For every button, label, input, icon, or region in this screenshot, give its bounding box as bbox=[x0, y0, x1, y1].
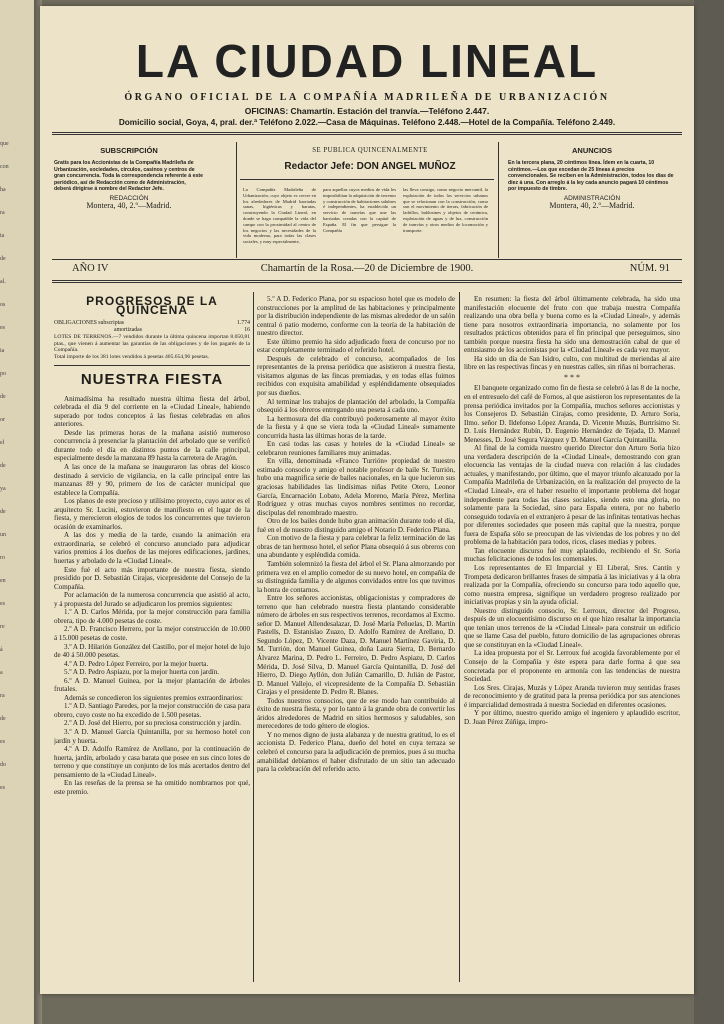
header-rule bbox=[52, 134, 682, 135]
paragraph: En casi todas las casas y hoteles de la «Ciudad Lineal» se celebraron reuniones familiares muy animadas. bbox=[257, 440, 455, 457]
redaction-label: REDACCIÓN bbox=[109, 195, 149, 203]
paragraph: En las reseñas de la prensa se ha omitido nombrarnos por qué, este premio. bbox=[54, 779, 250, 796]
prev-page-fragment: el bbox=[0, 440, 5, 446]
prev-page-fragment: al. bbox=[0, 279, 6, 285]
paragraph: El banquete organizado como fin de fiesta se celebró á las 8 de la noche, en el entresuelo del café de Fornos, al que asistieron los representantes de la prensa periódica invitados por la Compañía, muchos señores accionistas y los Consejeros D. Sebastián Cirajas, como presidente, D. Arturo Soria, Ilmo. señor D. Ildefonso López Aranda, D. Vicente Muzás, Burtrísimo Sr. D. Luis Hernández Rubín, D. Eugenio Hernández de Tejada, D. Manuel Menesses, D. José Segura Vázquez y D. Manuel García Quintanilla. bbox=[464, 384, 680, 444]
paragraph: Animadísima ha resultado nuestra última fiesta del árbol, celebrada el día 9 del corriente en la «Ciudad Lineal», habiendo superado por todos conceptos á las fiestas celebradas en años anteriores. bbox=[54, 394, 250, 429]
ledger-value: 16 bbox=[244, 327, 250, 334]
ledger-value: 1.774 bbox=[236, 320, 250, 327]
ledger-row bbox=[54, 327, 250, 334]
issue-number: NÚM. 91 bbox=[629, 263, 670, 274]
box-divider bbox=[498, 142, 499, 258]
paragraph: Ha sido un día de San Isidro, culto, con multitud de meriendas al aire libre en las respectivas fincas y en nuestras calles, sin riñas ni borracheras. bbox=[464, 354, 680, 372]
paragraph: 4.º A D. Adolfo Ramírez de Arellano, por la continuación de huerta, jardín, arbolado y casa barata que posee en sus cinco lotes de terreno y que constituye un conjunto de los más acertados dentro del pensamiento de la «Ciudad Lineal». bbox=[54, 745, 250, 779]
prev-page-fragment: ia bbox=[0, 348, 5, 354]
paragraph: 3.º A D. Hilarión González del Castillo, por el mejor hotel de lujo de 40 á 50.000 pesetas. bbox=[54, 642, 250, 660]
paragraph: A las dos y media de la tarde, cuando la animación era extraordinaria, se celebró el concurso anunciado para adjudicar varios premios á los dueños de las mejores edificaciones, jardines, huertas y arbolado de la «Ciudad Lineal». bbox=[54, 531, 250, 566]
date-text: Chamartín de la Rosa.—20 de Diciembre de 1900. bbox=[260, 263, 474, 274]
prev-page-fragment: de bbox=[0, 463, 6, 469]
paragraph: Los Sres. Cirajas, Muzás y López Aranda tuvieron muy sentidas frases de reconocimiento y de gratitud para la prensa periódica por sus atenciones é imparcialidad demostrada á nuestra Sociedad en diferentes ocasiones. bbox=[464, 683, 680, 709]
dateline-rule bbox=[52, 282, 682, 283]
ledger-row bbox=[54, 320, 250, 327]
paragraph: La idea propuesta por el Sr. Lerroux fué acogida favorablemente por el Consejo de la Compañía y éste espera para darle forma á que sea concretada por el proponente en armonía con las tendencias de nuestra Sociedad. bbox=[464, 649, 680, 684]
ads-box bbox=[508, 148, 676, 209]
column-2 bbox=[257, 295, 455, 985]
paragraph: Este fué el acto más importante de nuestra fiesta, siendo presidido por D. Sebastián Cirajas, vicepresidente del Consejo de la Compañía. bbox=[54, 565, 250, 591]
paragraph: Todos nuestros consocios, que de ese modo han contribuido al éxito de nuestra fiesta, y por lo tanto á la grande obra de convertir los áridos alrededores de Madrid en sitios hermosos y saludables, son merecedores de todo género de elogios. bbox=[257, 696, 455, 731]
section-separator: * * * bbox=[564, 372, 580, 382]
subscription-text: Gratis para los Accionistas de la Compañía Madrileña de Urbanización, sociedades, círculos, casinos y centros de gran concurrencia. Toda la correspondencia referente á este periódico, así de Redacción como de Administración, deberá dirigirse á nombre del Redactor Jefe. bbox=[54, 160, 203, 193]
prev-page-fragment: de bbox=[0, 716, 6, 722]
paragraph: Entre los señores accionistas, obligacionistas y compradores de terreno que han celebrado nuestra fiesta plantando considerable número de árboles en sus respectivos terrenos, recordamos al Excmo. señor D. Manuel Allendesalazar, D. José María Peñuelas, D. Martín Pastells, D. Estanislao Zuazo, D. Adolfo Ramírez de Arellano, D. Segundo López, D. Vicente Daza, D. Manuel Martínez Gaviria, D. M. Turrión, don Manuel Guinea, doña Laura Sierra, D. Bernardo Álvarez Marina, D. Pedro L. Ferreiro, D. Pedro Aspiazu, D. Carlos Mérida, D. José Silva, D. Manuel García Quintanilla, D. José del Hierro, D. Diego Ayllón, don Julián Camarillo, D. Julián de Pastor, D. Manuel Vallejo, el vicepresidente de la Compañía D. Sebastián Cirajas y el presidente D. Pedro R. Blanes. bbox=[257, 594, 455, 697]
paragraph: Tan elocuente discurso fué muy aplaudido, recibiendo el Sr. Soria muchas felicitaciones de todos los comensales. bbox=[464, 546, 680, 564]
header-rule bbox=[52, 132, 682, 133]
article-column-3 bbox=[464, 295, 680, 372]
paragraph: Por aclamación de la numerosa concurrencia que asistió al acto, y á propuesta del Jurado se adjudicaron los premios siguientes: bbox=[54, 591, 250, 608]
dateline-rule bbox=[52, 259, 682, 260]
prev-page-fragment: de bbox=[0, 256, 6, 262]
paragraph: 3.º A D. Manuel García Quintanilla, por su hermoso hotel con jardín y huerta. bbox=[54, 727, 250, 745]
administration-address: Montera, 40, 2.º—Madrid. bbox=[549, 200, 635, 210]
prev-page-fragment: de bbox=[0, 394, 6, 400]
column-divider bbox=[253, 292, 254, 982]
ledger-label: OBLIGACIONES subscriptas bbox=[54, 320, 125, 327]
prev-page-fragment: con bbox=[0, 164, 9, 170]
prev-page-fragment: re bbox=[0, 624, 5, 630]
redaction-address: Montera, 40, 2.º—Madrid. bbox=[86, 200, 172, 210]
box-divider bbox=[236, 142, 237, 258]
lots-text: LOTES DE TERRENOS.—7 vendidos durante la última quincena importan 8.050,81 ptas., que vienen á aumentar las garantías de las obligaciones y de los pagarés de la Compañía. bbox=[54, 334, 250, 354]
paragraph: La hermosura del día contribuyó poderosamente al mayor éxito de la fiesta y á que se viera toda la «Ciudad Lineal» sumamente concurrida hasta las últimas horas de la tarde. bbox=[257, 414, 455, 440]
prev-page-fragment: ta bbox=[0, 233, 5, 239]
paragraph: Al terminar los trabajos de plantación del arbolado, la Compañía obsequió á los obreros entregando una peseta á cada uno. bbox=[257, 397, 455, 415]
paragraph: En villa, denominada «Franco Turrión» propiedad de nuestro estimado consocio y amigo el notable profesor de baile Sr. Turrión, hubo una magnífica serie de bailes nacionales, en la que lucieron sus graciosas habilidades las lindísimas niñas Petite Otero, Leonor García, Encarnación Lobato, Adela Moreno, María Pérez, Merlina Rodríguez y otras muchas cuyos nombres sentimos no recordar, discípulas del renombrado maestro. bbox=[257, 457, 455, 517]
paragraph: 1.º A D. Santiago Paredes, por la mejor construcción de casa para obrero, cuyo coste no ha excedido de 1.500 pesetas. bbox=[54, 702, 250, 719]
paragraph: Y no menos digno de justa alabanza y de nuestra gratitud, lo es el accionista D. Federico Plana, dueño del hotel en cuya terraza se celebró el concurso para la adjudicación de premios, pues á su mucha amabilidad debíamos el haber disfrutado de un sitio tan adecuado para la celebración del referido acto. bbox=[257, 730, 455, 774]
prev-page-fragment: do bbox=[0, 762, 6, 768]
paragraph: Otro de los bailes donde hubo gran animación durante todo el día, fué en el de nuestro distinguido amigo el Notario D. Federico Plana. bbox=[257, 517, 455, 534]
column-1 bbox=[54, 295, 250, 985]
mini-column: La Compañía Madrileña de Urbanización, cuyo objeto es crecer en los alrededores de Madrid barriadas sanas, higiénicas y baratas, construyendo la Ciudad Lineal, en donde se haga compatible la vida del campo con la proximidad al centro de los negocios y las necesidades de la vida moderna, para todas las clases sociales, y muy especialmente, bbox=[243, 187, 316, 245]
address-line: Domicilio social, Goya, 4, pral. der.ª Teléfono 2.022.—Casa de Máquinas. Teléfono 2.448.—Hotel de la Compañía. Teléfono 2.449. bbox=[118, 118, 616, 127]
paragraph: 5.º A D. Federico Plana, por su espacioso hotel que es modelo de construcciones por la amplitud de las habitaciones y principalmente por la distribución independiente de las mismas alrededor de un salón central ó patio moderno, conforme con la teoría de la habitación de nuestro director. bbox=[257, 295, 455, 338]
prev-page-fragment: es bbox=[0, 325, 5, 331]
article-column-3-continued bbox=[464, 384, 680, 726]
prev-page-fragment: po bbox=[0, 371, 6, 377]
paragraph: En resumen: la fiesta del árbol últimamente celebrada, ha sido una manifestación elocuente del fruto con que trabaja nuestra Compañía realizando una obra bella y buena como es la «Ciudad Lineal», y además tiene para nosotros extraordinaria importancia, no solamente por los resultados prácticos obtenidos para el fin principal que perseguimos, sino también porque nuestra fiesta ha sido una demostración cabal de que el entusiasmo de los accionistas por la «Ciudad Lineal» es cada vez mayor. bbox=[464, 295, 680, 355]
prev-page-fragment: ha bbox=[0, 187, 6, 193]
prev-page-fragment: de bbox=[0, 509, 6, 515]
prev-page-fragment: ro bbox=[0, 555, 5, 561]
prev-page-fragment: es bbox=[0, 785, 5, 791]
subscription-box bbox=[54, 148, 204, 209]
paragraph: Después de celebrado el concurso, acompañados de los representantes de la prensa periódica que asistieron á nuestra fiesta, visitamos algunas de las fincas premiadas, y en todas ellas fuimos recibidos con exquisita amabilidad y espléndidamente obsequiados por sus dueños. bbox=[257, 354, 455, 398]
background-strip bbox=[694, 0, 724, 1024]
dateline-rule bbox=[52, 280, 682, 281]
paragraph: Nuestro distinguido consocio, Sr. Lerroux, director del Progreso, después de un elocuentísimo discurso en el que hizo resaltar la importancia que tenían unos terrenos de la «Ciudad Lineal» para construir un edificio que se llame Casa del pueblo, futuro domicilio de las agrupaciones obreras que se constituyan en la «Ciudad Lineal». bbox=[464, 606, 680, 649]
article-column-2 bbox=[257, 295, 455, 774]
paragraph: Los representantes de El Imparcial y El Liberal, Sres. Cantín y Trompeta dedicaron brillantes frases de simpatía á las iniciativas y á la obra realizada por la Compañía, ofreciendo su concurso para todo aquello que, como nuestra empresa, signifique un verdadero progreso realizado por iniciativas propias y sin la ayuda oficial. bbox=[464, 563, 680, 607]
center-rule bbox=[240, 179, 494, 180]
paragraph: También solemnizó la fiesta del árbol el Sr. Plana almorzando por primera vez en el amplio comedor de su nuevo hotel, en compañía de su distinguida familia y de algunos convidados entre los que tuvimos la honra de contarnos. bbox=[257, 559, 455, 594]
newspaper-title: LA CIUDAD LINEAL bbox=[135, 35, 599, 87]
prev-page-fragment: ya bbox=[0, 486, 6, 492]
prev-page-fragment: es bbox=[0, 739, 5, 745]
paragraph: Este último premio ha sido adjudicado fuera de concurso por no estar completamente terminado el referido hotel. bbox=[257, 337, 455, 355]
newspaper-page bbox=[40, 6, 694, 994]
prev-page-fragment: or bbox=[0, 417, 5, 423]
paragraph: 5.º A D. Pedro Aspiazu, por la mejor huerta con jardín. bbox=[64, 668, 220, 677]
paragraph: Y por último, nuestro querido amigo el ingeniero y aplaudido escritor, D. Juan Pérez Zúñiga, impro- bbox=[464, 709, 680, 726]
dateline bbox=[52, 263, 682, 277]
column-3 bbox=[464, 295, 680, 985]
paragraph: Además se concedieron los siguientes premios extraordinarios: bbox=[64, 693, 243, 702]
paragraph: A las once de la mañana se inauguraron las obras del kiosco destinado á servicio de vigilancia, en la calle principal entre las manzanas 89 y 90, primero de los de carácter municipal que establece la Compañía. bbox=[54, 463, 250, 497]
paragraph: Desde las primeras horas de la mañana asistió numeroso concurrencia á presenciar la plantación del arbolado que se verificó durante todo el día en distintos puntos de la calle principal, especialmente desde la manzana 89 hasta la carretera de Aragón. bbox=[54, 428, 250, 463]
publication-frequency: SE PUBLICA QUINCENALMENTE bbox=[312, 147, 428, 154]
section-rule bbox=[54, 365, 250, 366]
subscription-office bbox=[54, 196, 204, 209]
subscription-heading: SUBSCRIPCIÓN bbox=[100, 146, 158, 155]
prev-page-fragment: os bbox=[0, 302, 6, 308]
newspaper-subtitle: ÓRGANO OFICIAL DE LA COMPAÑÍA MADRILEÑA DE URBANIZACIÓN bbox=[124, 92, 610, 103]
offices-line: OFICINAS: Chamartín. Estación del tranvía.—Teléfono 2.447. bbox=[244, 106, 490, 116]
mini-column: las lleva consigo, como negocio mercantil, la explotación de todos los servicios urbanos que se relacionan con la construcción, como son el movimiento de tierras, fabricación de ladrillos, baldosines y objetos de cerámica, explotación de aguas y de luz, construcción de tranvías y otros medios de locomoción y transporte. bbox=[403, 187, 488, 233]
volume-label: AÑO IV bbox=[72, 263, 109, 274]
prev-page-fragment: ra bbox=[0, 210, 5, 216]
article-heading: NUESTRA FIESTA bbox=[80, 371, 224, 389]
prev-page-fragment: á bbox=[0, 647, 3, 653]
paragraph: 6.º A D. Manuel Guinea, por la mejor plantación de árboles frutales. bbox=[54, 676, 250, 694]
prev-page-fragment: es bbox=[0, 601, 5, 607]
paragraph: 1.º A D. Carlos Mérida, por la mejor construcción para familia obrera, tipo de 4.000 pesetas de coste. bbox=[54, 608, 250, 625]
paragraph: 2.º A D. José del Hierro, por su preciosa construcción y jardín. bbox=[64, 719, 241, 728]
paragraph: 4.º A D. Pedro López Ferreiro, por la mejor huerta. bbox=[64, 659, 209, 668]
paragraph: Los planos de este precioso y utilísimo proyecto, cuyo autor es el arquitecto Sr. Lucini, estuvieron de manifiesto en el lugar de la fiesta, y merecieron elogios de todos los concurrentes que tuvieron ocasión de examinarlos. bbox=[54, 497, 250, 531]
administration-label: ADMINISTRACIÓN bbox=[563, 195, 621, 203]
previous-page-edge bbox=[0, 0, 38, 1024]
column-divider bbox=[459, 292, 460, 982]
progress-heading: PROGRESOS DE LA QUINCENA bbox=[86, 295, 218, 317]
prev-page-fragment: un bbox=[0, 532, 6, 538]
ads-text: En la tercera plana, 20 céntimos línea. Ídem en la cuarta, 10 céntimos.—Los que excedan de 25 líneas á precios convencionales. Se reciben en la Administración, todos los días de diez á una. Con arreglo á la ley cada anuncio pagará 10 céntimos por impuesto de timbre. bbox=[508, 160, 674, 193]
ledger-label: amortizadas bbox=[114, 327, 143, 334]
ads-heading: ANUNCIOS bbox=[571, 146, 612, 155]
paragraph: Al final de la comida nuestro querido Director don Arturo Soria hizo una verdadera descripción de la «Ciudad Lineal», demostrando con gran elocuencia las ventajas de la ciudad nueva con relación á las ciudades actuales, y manifestando, por último, que el mayor triunfo alcanzado por la Compañía Madrileña de Urbanización, en la realización del proyecto de la «Ciudad Lineal», era el haber resuelto el importante problema del hogar independiente para todas las clases sociales, siendo esto una gloria, no solamente para la Sociedad, sino para España entera, por no haberlo conseguido todavía en el extranjero á pesar de las infinitas tentativas hechas por diferentes sociedades que poseen más capital que la nuestra, porque fuera de España sólo se preocupan de las viviendas de los pobres y no del problema de la habitación para todos, ricos, clases medias y pobres. bbox=[464, 444, 680, 547]
prev-page-fragment: a bbox=[0, 670, 3, 676]
article-column-1 bbox=[54, 395, 250, 797]
prev-page-fragment: que bbox=[0, 141, 9, 147]
paragraph: 2.º A D. Francisco Herrero, por la mejor construcción de 10.000 á 15.000 pesetas de coste. bbox=[54, 625, 250, 642]
prev-page-fragment: ra bbox=[0, 693, 5, 699]
prev-page-fragment: en bbox=[0, 578, 6, 584]
mini-column: para aquellas cuyos medios de vida les imposibilitan la adquisición de terrenos y construcción de habitaciones salubres é independientes, ha establecido un servicio de tranvías que une las barriadas creadas con la capital de España. El fin que persigue la Compañía bbox=[323, 187, 396, 233]
ads-office bbox=[508, 196, 676, 209]
editor-line: Redactor Jefe: DON ANGEL MUÑOZ bbox=[284, 161, 456, 172]
lots-total: Total importe de los 381 lotes vendidos á pesetas 405.654,96 pesetas. bbox=[54, 353, 210, 360]
paragraph: Con motivo de la fiesta y para celebrar la feliz terminación de las obras de tan hermoso hotel, el señor Plana obsequió á sus obreros con una abundante y espléndida comida. bbox=[257, 534, 455, 560]
